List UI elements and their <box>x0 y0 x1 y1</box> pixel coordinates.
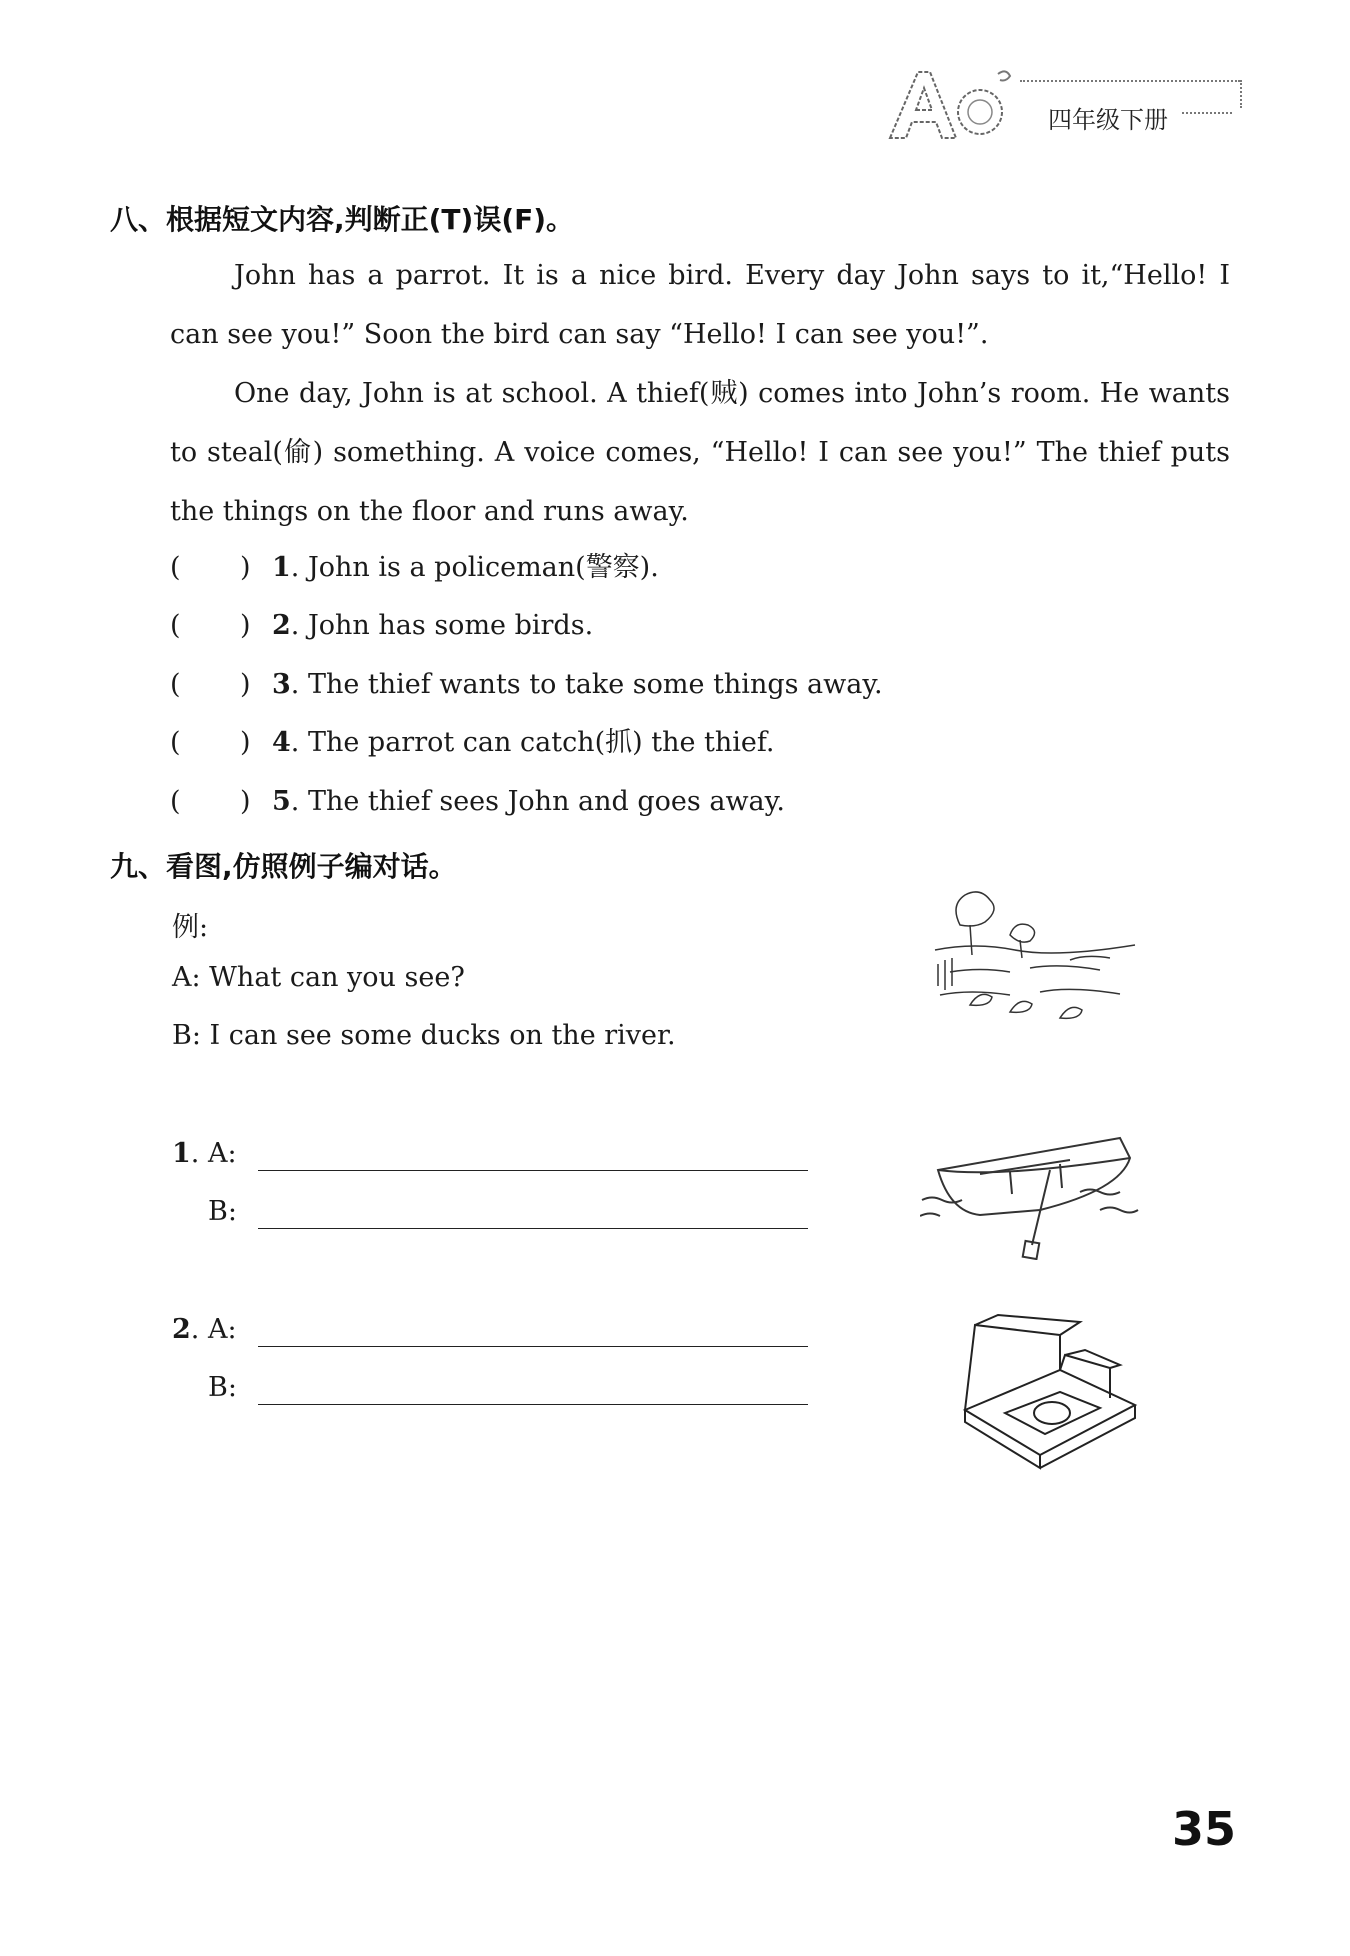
question-text: . The thief wants to take some things away. <box>290 669 883 700</box>
answer-paren-open: ( <box>170 727 181 758</box>
answer-line-2a[interactable] <box>258 1346 808 1347</box>
item-1-b-label: B: <box>208 1196 237 1227</box>
passage-paragraph-2: One day, John is at school. A thief(贼) comes into John’s room. He wants to steal(偷) something. A voice comes, “Hello! I can see you!” The thief puts the things on the floor and runs away. <box>170 378 1230 527</box>
question-text: . John has some birds. <box>290 610 594 641</box>
item-number: 1 <box>172 1138 191 1169</box>
answer-paren-open: ( <box>170 669 181 700</box>
header-dotted-tail <box>1182 112 1232 114</box>
a-plus-logo-icon <box>880 60 1020 150</box>
answer-paren-close: ) <box>240 669 251 700</box>
example-line-a: A: What can you see? <box>172 962 465 993</box>
answer-paren-open: ( <box>170 552 181 583</box>
header-dotted-rule-right <box>1240 80 1242 108</box>
passage-paragraph-1: John has a parrot. It is a nice bird. Every day John says to it,“Hello! I can see you!” Soon the bird can say “Hello! I can see you!”. <box>170 260 1230 350</box>
section-8-title: 八、根据短文内容,判断正(T)误(F)。 <box>110 203 575 236</box>
item-number: 2 <box>172 1314 191 1345</box>
ducks-on-river-icon <box>930 880 1140 1030</box>
answer-paren-close: ) <box>240 727 251 758</box>
item-1-line-a <box>172 1138 237 1169</box>
item-2-line-a <box>172 1314 237 1345</box>
item-a-label: . A: <box>190 1314 237 1345</box>
answer-paren-close: ) <box>240 786 251 817</box>
answer-paren-close: ) <box>240 610 251 641</box>
question-number: 2 <box>272 610 291 641</box>
item-a-label: . A: <box>190 1138 237 1169</box>
question-number: 3 <box>272 669 291 700</box>
boat-with-oar-icon <box>920 1130 1140 1260</box>
answer-paren-close: ) <box>240 552 251 583</box>
question-number: 4 <box>272 727 291 758</box>
grade-label: 四年级下册 <box>1048 106 1168 134</box>
section-9-title: 九、看图,仿照例子编对话。 <box>110 850 457 883</box>
answer-paren-open: ( <box>170 786 181 817</box>
header-dotted-rule <box>1020 80 1240 82</box>
question-text: . The thief sees John and goes away. <box>290 786 785 817</box>
answer-line-1b[interactable] <box>258 1228 808 1229</box>
question-number: 1 <box>272 552 291 583</box>
answer-paren-open: ( <box>170 610 181 641</box>
example-label: 例: <box>172 912 209 943</box>
page-number: 35 <box>1172 1802 1237 1856</box>
example-line-b: B: I can see some ducks on the river. <box>172 1020 676 1051</box>
open-box-icon <box>960 1310 1140 1470</box>
answer-line-2b[interactable] <box>258 1404 808 1405</box>
question-text: . John is a policeman(警察). <box>290 552 659 583</box>
question-text: . The parrot can catch(抓) the thief. <box>290 727 775 758</box>
answer-line-1a[interactable] <box>258 1170 808 1171</box>
question-number: 5 <box>272 786 291 817</box>
item-2-b-label: B: <box>208 1372 237 1403</box>
reading-passage <box>170 246 1230 541</box>
